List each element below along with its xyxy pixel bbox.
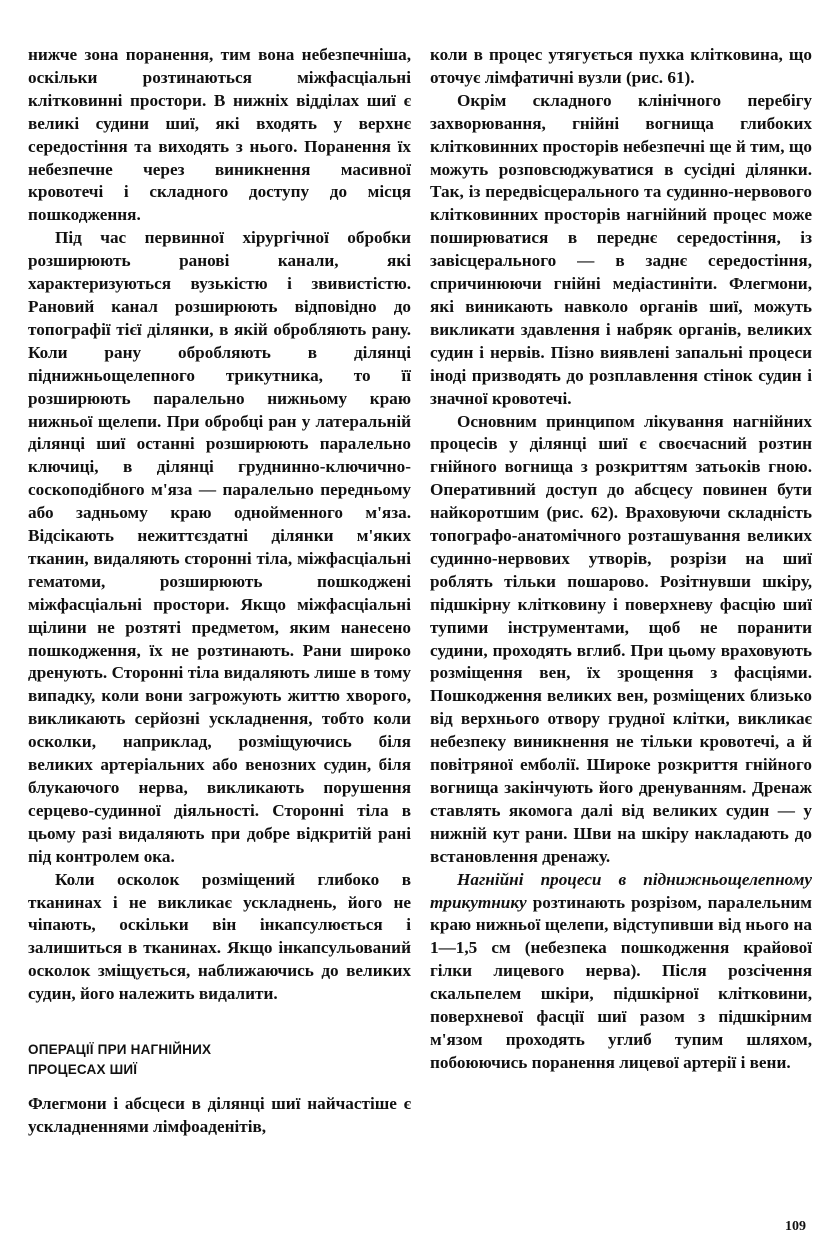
paragraph: нижче зона поранення, тим вона небезпечніша, оскільки розтинаються міжфасціальні клітковинні простори. В нижніх відділах шиї є великі судини шиї, які входять у верхнє середостіння та виходять з нього. Поранення їх небезпечне через виникнення масивної кровотечі і складного доступу до місця пошкодження. xyxy=(28,45,411,225)
right-column xyxy=(430,44,812,1075)
paragraph: Окрім складного клінічного перебігу захворювання, гнійні вогнища глибоких клітковинних просторів небезпечні ще й тим, що можуть розповсюджуватися в сусідні ділянки. Так, із передвісцерального та судинно-нервового клітковинних просторів нагнійний процес може поширюватися в переднє середостіння, із завісцерального — в заднє середостіння, спричинюючи гнійні медіастиніти. Флегмони, які виникають навколо органів шиї, можуть викликати здавлення і набряк органів, великих судин і нервів. Пізно виявлені запальні процеси іноді призводять до розплавлення стінок судин і значної кровотечі. xyxy=(430,90,812,408)
paragraph-text: розтинають розрізом, паралельним краю нижньої щелепи, відступивши від нього на 1—1,5 см (небезпека пошкодження крайової гілки лицевого нерва). Після розсічення скальпелем шкіри, підшкірної клітковини, поверхневої фасції шиї разом з підшкірним м'язом проходять углиб тупим шляхом, побоюючись поранення лицевої артерії і вени. xyxy=(430,892,812,1072)
page-number: 109 xyxy=(785,1219,806,1234)
heading-line: ПРОЦЕСАХ ШИЇ xyxy=(28,1061,138,1077)
paragraph xyxy=(430,869,812,1075)
paragraph: коли в процес утягується пухка клітковина, що оточує лімфатичні вузли (рис. 61). xyxy=(430,45,812,87)
left-column xyxy=(28,44,411,1139)
italic-subheading: Нагнійні процеси в піднижньощелепному трикутнику xyxy=(430,869,812,912)
heading-line: ОПЕРАЦІЇ ПРИ НАГНІЙНИХ xyxy=(28,1042,212,1058)
paragraph: Під час первинної хірургічної обробки розширюють ранові канали, які характеризуються вузькістю і звивистістю. Рановий канал розширюють відповідно до топографії тієї ділянки, в якій обробляють рану. Коли рану обробляють в ділянці піднижньощелепного трикутника, то її розширюють паралельно нижньому краю нижньої щелепи. При обробці ран у латеральній ділянці шиї останні розширюють паралельно ключиці, в ділянці груднинно-ключично-соскоподібного м'яза — паралельно передньому або задньому краю однойменного м'яза. Відсікають нежиттєздатні ділянки м'яких тканин, видаляють сторонні тіла, міжфасціальні гематоми, розширюють пошкоджені міжфасціальні простори. Якщо міжфасціальні щілини не розтяті предметом, яким нанесено пошкодження, їх не розтинають. Рани широко дренують. Сторонні тіла видаляють лише в тому випадку, коли вони загрожують життю хворого, викликають серйозні ускладнення, тобто коли осколки, наприклад, розміщуючись біля великих артеріальних або венозних судин, біля блукаючого нерва, викликають порушення серцево-судинної діяльності. Сторонні тіла в цьому разі видаляють при добре відкритій рані під контролем ока. xyxy=(28,228,411,866)
section-heading xyxy=(28,1040,411,1079)
paragraph: Коли осколок розміщений глибоко в тканинах і не викликає ускладнень, його не чіпають, оскільки він інкапсулюється і залишиться в тканинах. Якщо інкапсульований осколок зміщується, наближаючись до великих судин, його належить видалити. xyxy=(28,869,411,1004)
paragraph: Флегмони і абсцеси в ділянці шиї найчастіше є ускладненнями лімфоаденітів, xyxy=(28,1094,411,1136)
paragraph: Основним принципом лікування нагнійних процесів у ділянці шиї є своєчасний розтин гнійного вогнища з розкриттям затьоків гною. Оперативний доступ до абсцесу повинен бути найкоротшим (рис. 62). Враховуючи складність топографо-анатомічного розташування великих судинно-нервових утворів, розрізи на шиї роблять тільки пошарово. Розітнувши шкіру, підшкірну клітковину і поверхневу фасцію шиї тупими інструментами, щоб не поранити судини, проходять вглиб. При цьому враховують розміщення вен, їх зрощення з фасціями. Пошкодження великих вен, розміщених близько від верхнього отвору грудної клітки, викликає небезпеку виникнення не тільки кровотечі, а й повітряної емболії. Широке розкриття гнійного вогнища закінчують його дренуванням. Дренаж ставлять якомога далі від великих судин — у нижній кут рани. Шви на шкіру накладають до встановлення дренажу. xyxy=(430,411,812,866)
